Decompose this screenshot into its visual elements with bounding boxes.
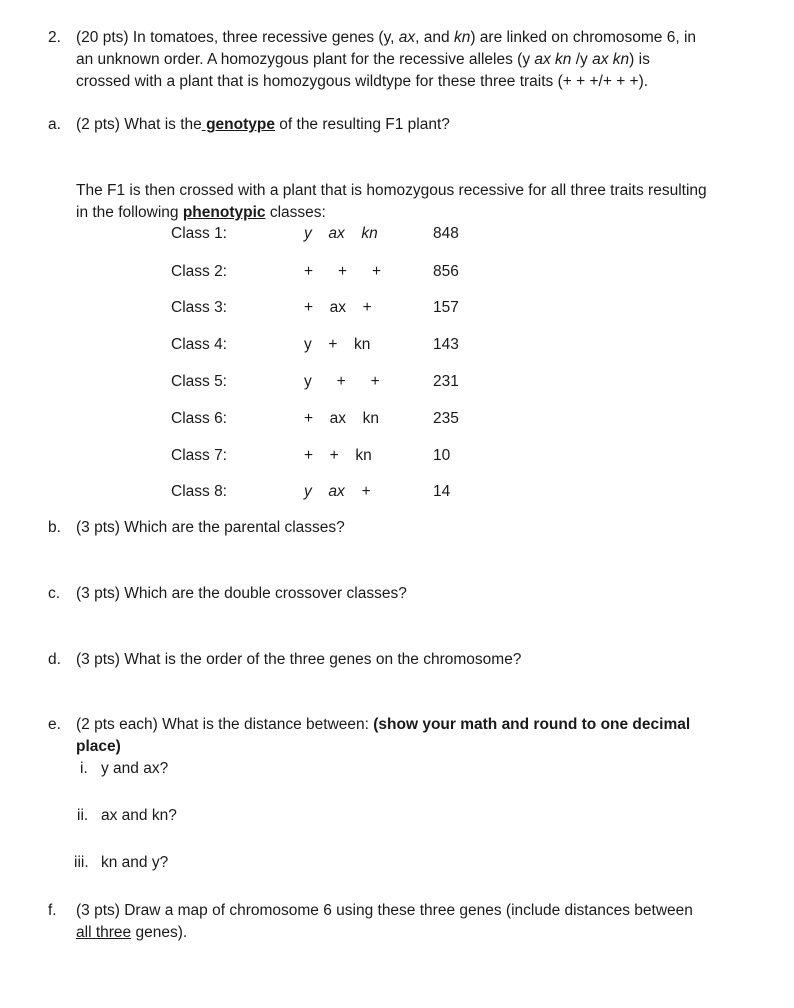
part-a-text: of the resulting F1 plant? xyxy=(274,116,450,133)
part-a-question xyxy=(76,114,756,136)
part-f-question-line-2 xyxy=(76,922,756,944)
q2-text: ) are linked on chromosome 6, in xyxy=(470,29,697,46)
all-three-emphasis: all three xyxy=(76,924,132,941)
q2-text: ) is xyxy=(629,51,650,68)
part-f-question-line-1: (3 pts) Draw a map of chromosome 6 using these three genes (include distances between xyxy=(76,902,693,919)
class-count: 848 xyxy=(433,225,459,242)
class-count: 10 xyxy=(433,447,451,464)
phenotypic-keyword: phenotypic xyxy=(182,204,266,221)
class-count: 143 xyxy=(433,336,459,353)
class-label: Class 2: xyxy=(171,263,227,280)
part-b-label: b. xyxy=(48,519,61,536)
class-genotype: y + kn xyxy=(304,336,371,353)
class-genotype: + ax + xyxy=(304,299,372,316)
part-c-label: c. xyxy=(48,585,61,602)
question-2-line-1 xyxy=(76,27,756,49)
class-label: Class 8: xyxy=(171,483,227,500)
class-label: Class 3: xyxy=(171,299,227,316)
sub-i-question: y and ax? xyxy=(101,760,169,777)
part-f-label: f. xyxy=(48,902,57,919)
class-genotype: + ax kn xyxy=(304,410,380,427)
question-2-line-2 xyxy=(76,49,756,71)
class-label: Class 5: xyxy=(171,373,227,390)
part-a-text: (2 pts) What is the xyxy=(76,116,202,133)
f1-intro-line-2 xyxy=(76,202,756,224)
sub-iii-label: iii. xyxy=(74,854,89,871)
genotype-keyword: genotype xyxy=(201,116,275,133)
part-a-label: a. xyxy=(48,116,61,133)
q2-text: (20 pts) In tomatoes, three recessive genes (y, xyxy=(76,29,399,46)
f1-intro-text: classes: xyxy=(265,204,326,221)
class-label: Class 6: xyxy=(171,410,227,427)
question-number: 2. xyxy=(48,29,61,46)
part-d-label: d. xyxy=(48,651,61,668)
gene-kn: kn xyxy=(453,29,471,46)
recessive-genotype: ax kn xyxy=(534,51,572,68)
part-d-question: (3 pts) What is the order of the three genes on the chromosome? xyxy=(76,651,522,668)
sub-i-label: i. xyxy=(80,760,88,777)
class-count: 231 xyxy=(433,373,459,390)
q2-text: , and xyxy=(415,29,454,46)
q2-text: an unknown order. A homozygous plant for the recessive alleles (y xyxy=(76,51,535,68)
part-e-question-line-2: place) xyxy=(76,738,121,755)
part-b-question: (3 pts) Which are the parental classes? xyxy=(76,519,345,536)
class-genotype: y + + xyxy=(304,373,380,390)
part-e-question-line-1 xyxy=(76,714,756,736)
sub-ii-label: ii. xyxy=(77,807,89,824)
class-count: 157 xyxy=(433,299,459,316)
class-count: 235 xyxy=(433,410,459,427)
class-label: Class 7: xyxy=(171,447,227,464)
sub-ii-question: ax and kn? xyxy=(101,807,177,824)
sub-iii-question: kn and y? xyxy=(101,854,169,871)
q2-text: /y xyxy=(571,51,593,68)
question-2-line-3: crossed with a plant that is homozygous wildtype for these three traits (+ + +/+ + +). xyxy=(76,73,649,90)
class-genotype: + + + xyxy=(304,263,381,280)
gene-ax: ax xyxy=(398,29,416,46)
part-c-question: (3 pts) Which are the double crossover classes? xyxy=(76,585,407,602)
f1-intro-text: in the following xyxy=(76,204,183,221)
class-count: 14 xyxy=(433,483,451,500)
class-label: Class 1: xyxy=(171,225,227,242)
part-e-label: e. xyxy=(48,716,61,733)
part-e-text: (2 pts each) What is the distance between: xyxy=(76,716,374,733)
class-count: 856 xyxy=(433,263,459,280)
part-f-text: genes). xyxy=(131,924,188,941)
part-e-instruction: (show your math and round to one decimal xyxy=(373,716,691,733)
recessive-genotype: ax kn xyxy=(592,51,630,68)
f1-intro-line-1: The F1 is then crossed with a plant that is homozygous recessive for all three traits resulting xyxy=(76,182,707,199)
class-genotype: y ax + xyxy=(304,483,371,500)
class-genotype: + + kn xyxy=(304,447,372,464)
class-label: Class 4: xyxy=(171,336,227,353)
class-genotype: y ax kn xyxy=(304,225,378,242)
